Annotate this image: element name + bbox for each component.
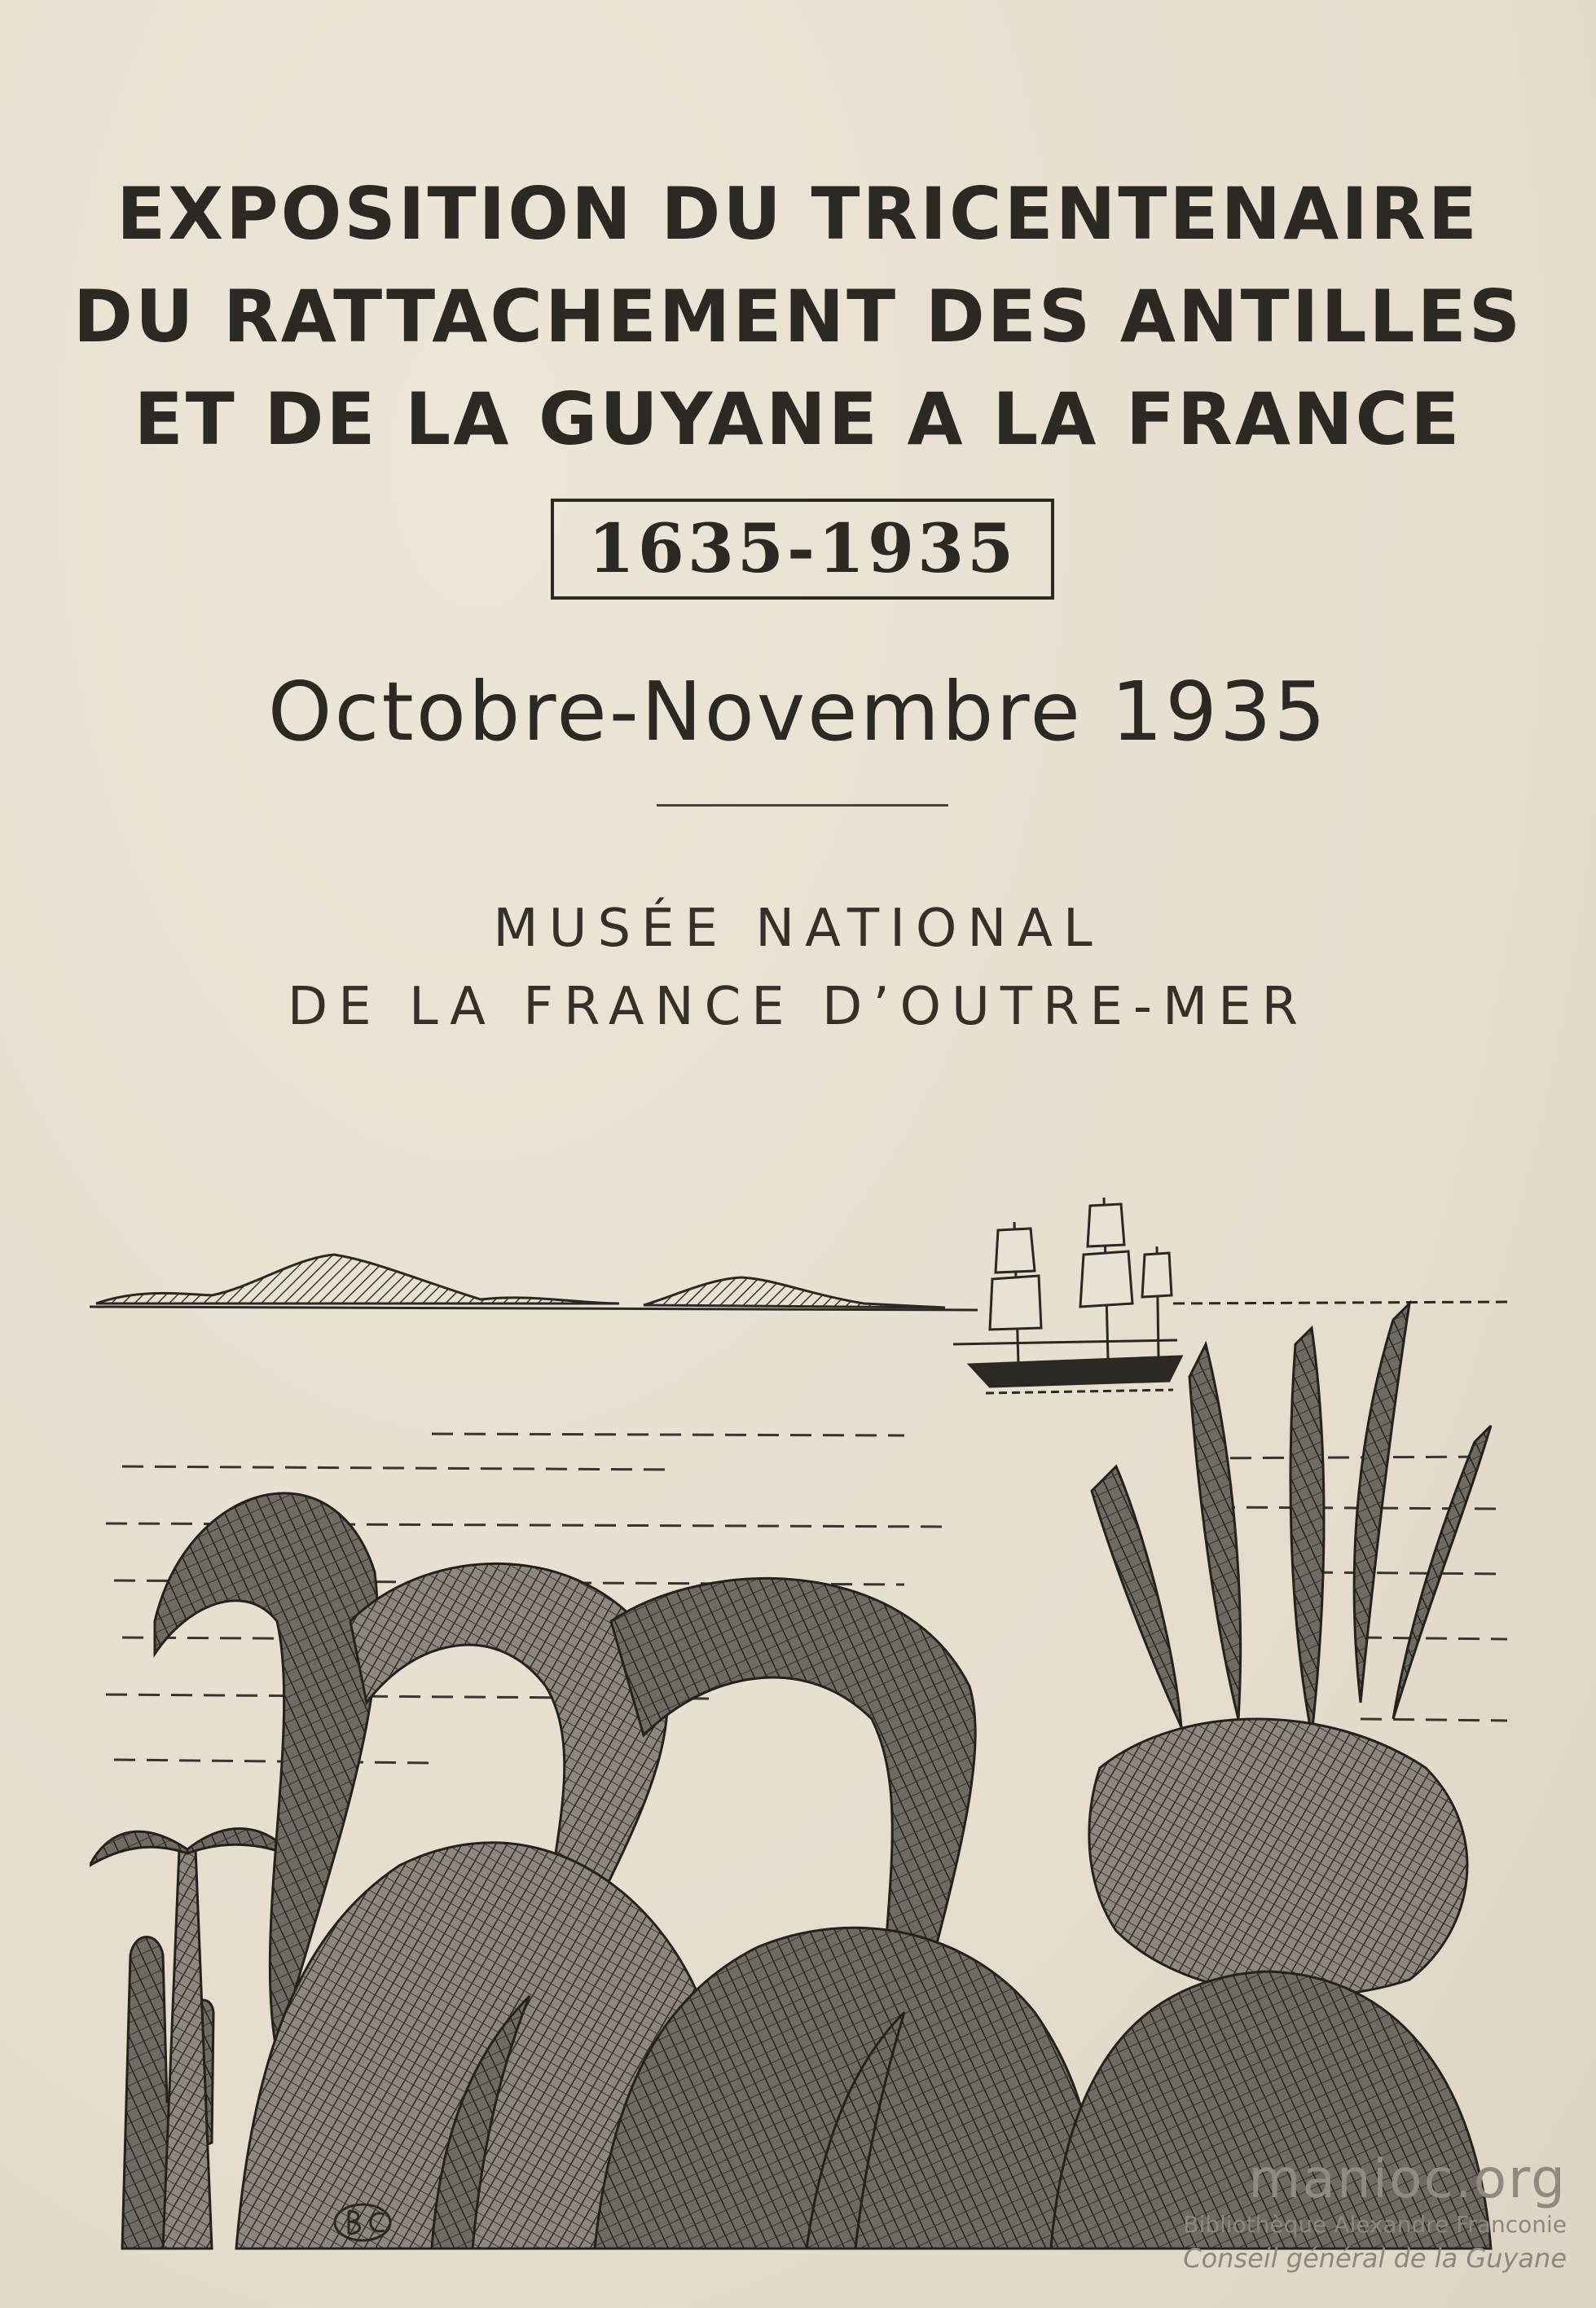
exhibition-title [0,163,1596,471]
title-line-1: EXPOSITION DU TRICENTENAIRE [117,172,1479,256]
sailing-ship [953,1198,1181,1393]
watermark-council: Conseil général de la Guyane [1183,2243,1567,2274]
mountains [90,1255,1507,1310]
divider-rule [657,804,948,807]
years-text: 1635-1935 [587,510,1018,588]
museum-line-1: MUSÉE NATIONAL [493,899,1103,959]
museum-name [0,890,1596,1046]
title-line-2: DU RATTACHEMENT DES ANTILLES [73,275,1523,358]
manioc-logo: manioc.org [1248,2148,1567,2210]
museum-line-2: DE LA FRANCE D’OUTRE-MER [287,977,1309,1037]
exhibition-dates: Octobre-Novembre 1935 [267,664,1329,759]
title-line-3: ET DE LA GUYANE A LA FRANCE [134,377,1462,461]
tropical-plants [90,1303,1491,2249]
watermark-library: Bibliothèque Alexandre Franconie [1183,2211,1567,2238]
years-box [551,499,1054,600]
coastal-landscape-illustration [90,1198,1523,2257]
manioc-watermark [1183,2150,1567,2275]
